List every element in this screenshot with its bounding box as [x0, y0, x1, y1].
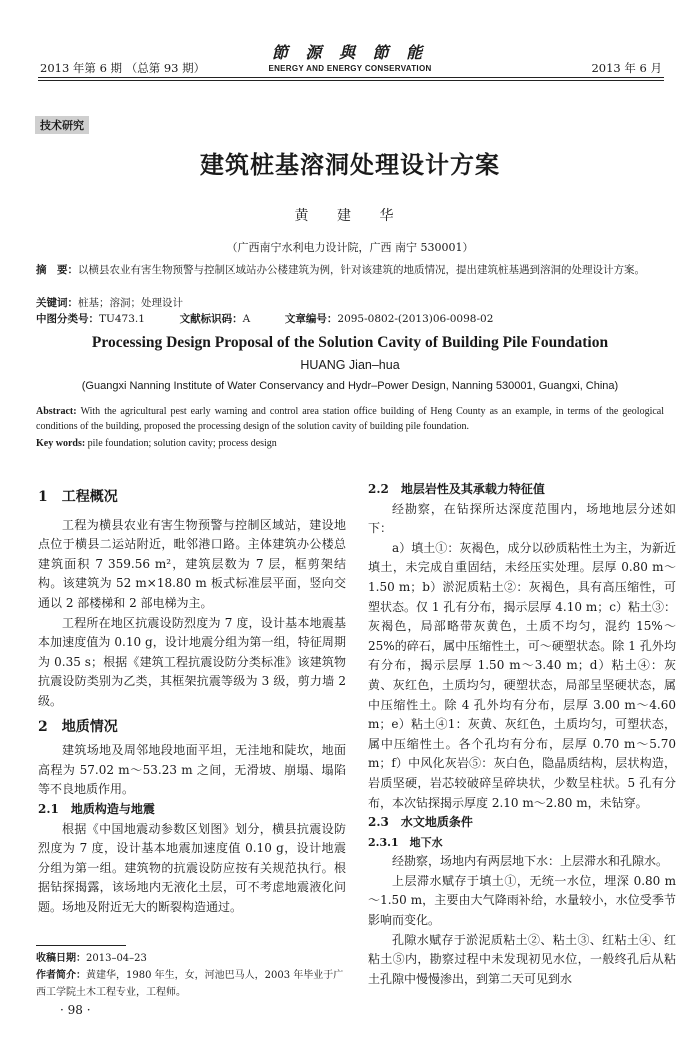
- abstract-cn-label: 摘 要：: [36, 264, 78, 276]
- section-2-para-1: 建筑场地及周邻地段地面平坦，无洼地和陡坎，地面高程为 57.02 m～53.23 m 之间，无滑坡、崩塌、塌陷等不良地质作用。: [38, 743, 346, 797]
- affiliation-cn: （广西南宁水利电力设计院，广西 南宁 530001）: [226, 241, 474, 254]
- header-rule-thin: [38, 80, 664, 81]
- header-rule: [38, 77, 664, 78]
- right-column: [368, 480, 676, 989]
- section-2-3-1-heading: 2.3.1 地下水: [368, 835, 443, 849]
- section-2-1-heading: 2.1 地质构造与地震: [38, 801, 155, 816]
- section-2-2-heading: 2.2 地层岩性及其承载力特征值: [368, 482, 545, 496]
- section-2-2-para-2: a）填土①：灰褐色，成分以砂质粘性土为主，为新近填土，未完成自重固结，未经压实处理。层厚 0.80 m～1.50 m；b）淤泥质粘土②：灰褐色，具有高压缩性，可塑状态。仅 1 孔有分布，揭示层厚 4.10 m；c）粘土③：灰褐色，局部略带灰黄色，土质不均匀，混约 15%～25%的碎石，属中压缩性土，可～硬塑状态。除 1 孔外均有分布，揭示层厚 1.50 m～3.40 m；d）粘土④：灰黄、灰红色，土质均匀，硬塑状态，局部呈坚硬状态，属中压缩性土。除 4 孔外均有分布，层厚 3.00 m～4.60 m；e）粘土④1：灰黄、灰红色，土质均匀，可塑状态，属中压缩性土。各个孔均有分布，层厚 0.70 m～5.70 m；f）中风化灰岩⑤：灰白色，隐晶质结构，层状构造，岩质坚硬，岩芯较破碎呈碎块状，少数呈柱状。5 孔有分布，本次钻探揭示厚度 2.10 m～2.80 m，未钻穿。: [368, 540, 676, 810]
- author-en: HUANG Jian–hua: [300, 358, 400, 372]
- section-2-3-1-para-1: 经勘察，场地内有两层地下水：上层滞水和孔隙水。: [392, 854, 669, 869]
- article-value: 2095-0802-(2013)06-0098-02: [337, 313, 494, 325]
- doc-label: 文献标识码：: [179, 313, 243, 325]
- paper-title-cn: 建筑桩基溶洞处理设计方案: [200, 151, 500, 179]
- paper-title-en: Processing Design Proposal of the Solution Cavity of Building Pile Foundation: [91, 334, 609, 351]
- section-2-3-heading: 2.3 水文地质条件: [368, 815, 473, 830]
- section-2-3-1-para-2: 上层滞水赋存于填土①，无统一水位，埋深 0.80 m～1.50 m，主要由大气降雨补给，水量较小，水位受季节影响而变化。: [368, 873, 676, 928]
- page-number: · 98 ·: [60, 1003, 91, 1017]
- keywords-cn-text: 桩基；溶洞；处理设计: [78, 297, 183, 309]
- classification-line: [36, 311, 662, 327]
- keywords-cn-label: 关键词：: [36, 297, 78, 309]
- issue-info: 2013 年第 6 期 （总第 93 期）: [40, 61, 206, 75]
- keywords-en-text: pile foundation; solution cavity; process design: [87, 438, 277, 449]
- section-2-heading: 2 地质情况: [38, 718, 118, 735]
- journal-title-cn: 節 源 與 節 能: [271, 43, 429, 62]
- doc-value: A: [242, 313, 251, 325]
- footnote-rule: [36, 945, 126, 946]
- abstract-cn-text: 以横县农业有害生物预警与控制区域站办公楼建筑为例，针对该建筑的地质情况，提出建筑桩基遇到溶洞的处理设计方案。: [78, 264, 645, 276]
- footnote: [36, 950, 348, 1001]
- section-1-para-2: 工程所在地区抗震设防烈度为 7 度，设计基本地震基本加速度值为 0.10 g，设计地震分组为第一组，特征周期为 0.35 s；根据《建筑工程抗震设防分类标准》该建筑物抗震设防类别为乙类，其框架抗震等级为 3 级，剪力墙 2 级。: [38, 615, 346, 708]
- keywords-cn: [36, 295, 662, 311]
- section-2-3-1-para-3: 孔隙水赋存于淤泥质粘土②、粘土③、红粘土④、红粘土⑤内，勘察过程中未发现初见水位，一般终孔后从粘土孔隙中慢慢渗出，到第二天可见到水: [368, 932, 676, 986]
- abstract-en: [36, 404, 664, 434]
- received-date: 2013–04–23: [86, 953, 147, 964]
- article-label: 文章编号：: [284, 313, 338, 325]
- section-1-heading: 1 工程概况: [38, 489, 118, 505]
- section-2-2-para-1: 经勘察，在钻探所达深度范围内，场地地层分述如下：: [368, 501, 676, 536]
- section-1-para-1: 工程为横县农业有害生物预警与控制区域站，建设地点位于横县二运站附近，毗邻港口路。主体建筑办公楼总建筑面积 7 359.56 m²，建筑层数为 7 层，框剪架结构。该建筑为 52 m×18.80 m 板式标准层平面，竖向交通以 2 部楼梯和 2 部电梯为主。: [38, 517, 346, 610]
- left-column: [38, 488, 346, 917]
- abstract-en-text: With the agricultural pest early warning and control area station office building of Heng County as an example, in terms of the geological conditions of the building, proposed the processing design of the solution cavity of building pile foundation.: [36, 406, 665, 432]
- abstract-en-label: Abstract:: [36, 406, 77, 417]
- affiliation-en: (Guangxi Nanning Institute of Water Conservancy and Hydr–Power Design, Nanning 530001, Guangxi, China): [81, 380, 619, 392]
- clc-value: TU473.1: [99, 313, 145, 325]
- keywords-en-label: Key words:: [36, 438, 86, 449]
- keywords-en: [36, 438, 277, 449]
- issue-date: 2013 年 6 月: [591, 61, 662, 75]
- section-tag: 技术研究: [35, 116, 89, 134]
- received-label: 收稿日期：: [36, 953, 86, 964]
- author-bio: 黄建华，1980 年生，女，河池巴马人，2003 年毕业于广西工学院土木工程专业，工程师。: [36, 970, 344, 998]
- clc-label: 中图分类号：: [36, 313, 99, 325]
- author-cn: 黄 建 华: [294, 208, 406, 224]
- author-bio-label: 作者简介：: [36, 970, 86, 981]
- abstract-cn: [36, 262, 662, 278]
- journal-title-en: ENERGY AND ENERGY CONSERVATION: [268, 64, 432, 73]
- section-2-1-para-1: 根据《中国地震动参数区划图》划分，横县抗震设防烈度为 7 度，设计基本地震加速度值 0.10 g，设计地震分组为第一组。建筑物的抗震设防应按有关规范执行。根据钻探揭露，该场地内无液化土层，可不考虑地震液化问题。场地及附近无大的断裂构造通过。: [38, 821, 346, 914]
